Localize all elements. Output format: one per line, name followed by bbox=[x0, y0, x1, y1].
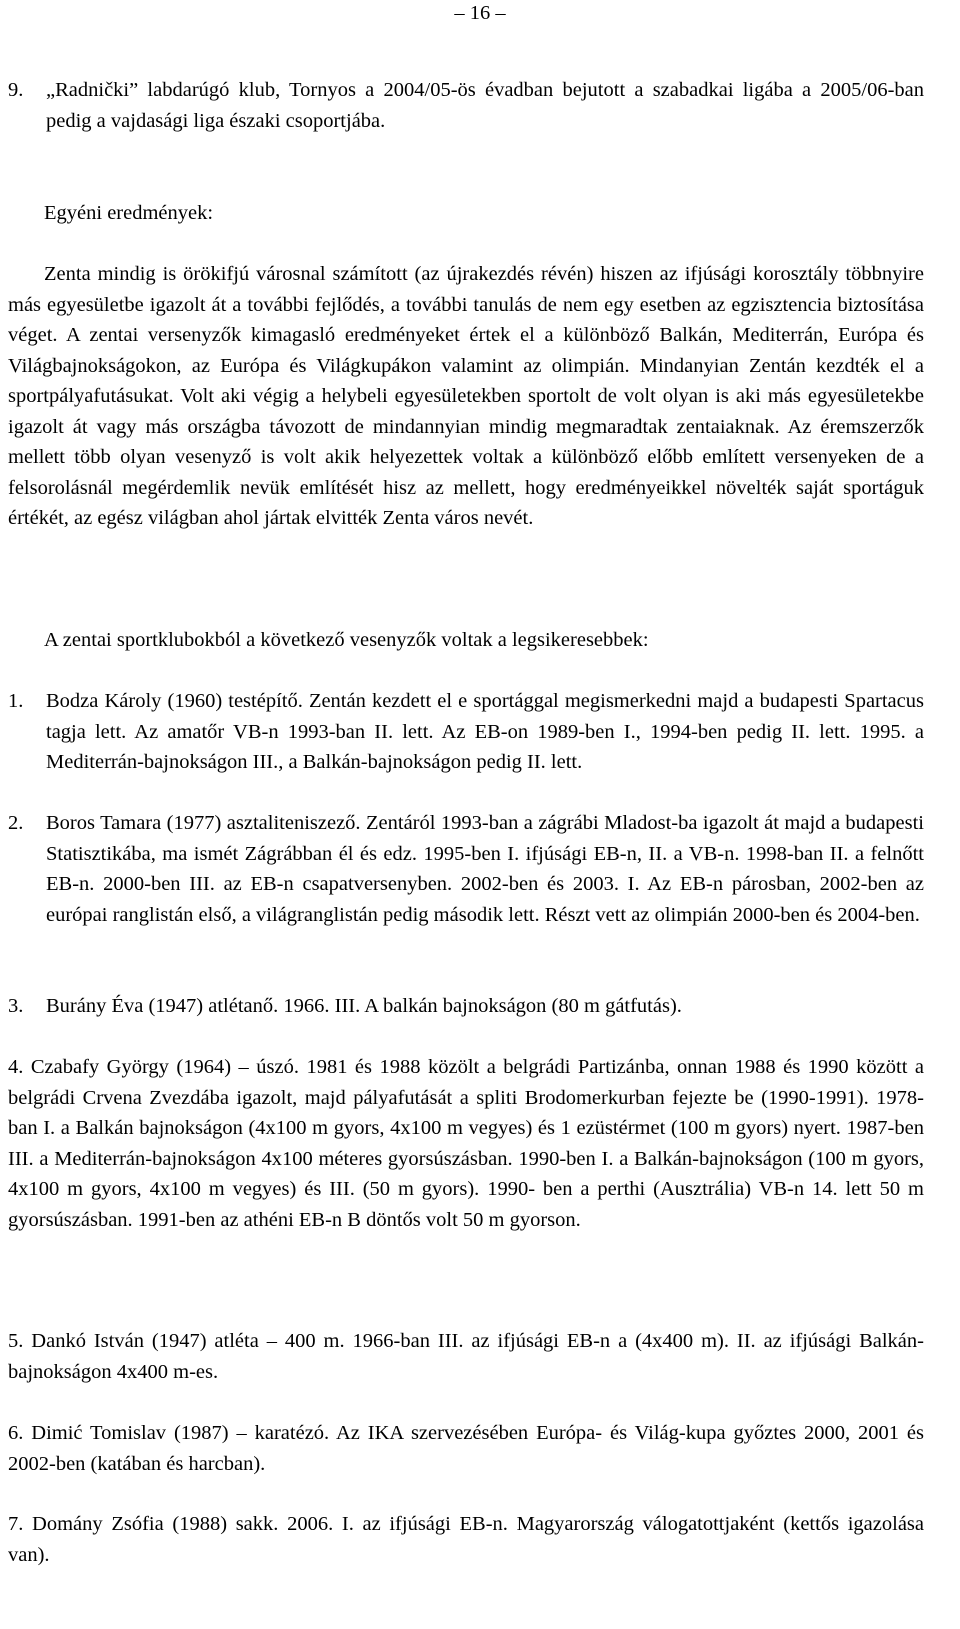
athlete-paragraph-6 bbox=[8, 1418, 924, 1479]
athlete-paragraph-4 bbox=[8, 1052, 924, 1235]
athlete-4-text: 4. Czabafy György (1964) – úszó. 1981 és 1988 közölt a belgrádi Partizánba, onnan 1988 és 1990 között a belgrádi Crvena Zvezdába igazolt, majd pályafutását a spliti Brodomerkurban fejezte be (1990-1991). 1978-ban I. a Balkán bajnokságon (4x100 m gyors, 4x100 m vegyes) és 1 ezüstérmet (100 m gyors) nyert. 1987-ben III. a Mediterrán-bajnokságon 4x100 méteres gyorsúszásban. 1990-ben I. a Balkán-bajnokságon (100 m gyors, 4x100 m gyors, 4x100 m vegyes) és III. (50 m gyors). 1990- ben a perthi (Ausztrália) VB-n 14. lett 50 m gyorsúszásban. 1991-ben az athéni EB-n B döntős volt 50 m gyorson. bbox=[8, 1056, 924, 1231]
section-heading-text: Egyéni eredmények: bbox=[44, 202, 214, 224]
section-heading bbox=[8, 198, 924, 229]
athlete-paragraph-7 bbox=[8, 1509, 924, 1570]
athlete-item-3 bbox=[8, 991, 924, 1022]
athlete-6-text: 6. Dimić Tomislav (1987) – karatézó. Az IKA szervezésében Európa- és Világ-kupa győztes 2000, 2001 és 2002-ben (katában és harcban). bbox=[8, 1422, 924, 1475]
athlete-1-number: 1. bbox=[8, 690, 24, 712]
athlete-1-text: Bodza Károly (1960) testépítő. Zentán kezdett el e sportággal megismerkedni majd a budapesti Spartacus tagja lett. Az amatőr VB-n 1993-ban II. lett. Az EB-on 1989-ben I., 1994-ben pedig II. lett. 1995. a Mediterrán-bajnokságon III., a Balkán-bajnokságon pedig II. lett. bbox=[46, 690, 924, 773]
item-9 bbox=[8, 75, 924, 136]
athlete-3-text: Burány Éva (1947) atlétanő. 1966. III. A balkán bajnokságon (80 m gátfutás). bbox=[46, 995, 682, 1017]
intro-paragraph-text: Zenta mindig is örökifjú városnal számított (az újrakezdés révén) hiszen az ifjúsági korosztály többnyire más egyesületbe igazolt át a további fejlődés, a további tanulás de nem egy esetben az egzisztencia biztosítása véget. A zentai versenyzők kimagasló eredményeket értek el a különböző Balkán, Mediterrán, Európa és Világbajnokságokon, az Európa és Világkupákon valamint az olimpián. Mindanyian Zentán kezdték el a sportpályafutásukat. Volt aki végig a helybeli egyesületekben sportolt de volt olyan is aki más egyesületekbe igazolt át vagy más országba távozott de mindannyian mindig megmaradtak zentaiaknak. Az éremszerzők mellett több olyan vesenyző is volt akik helyezettek voltak a különböző előbb említett versenyeken de a felsorolásnál megérdemlik nevük említését hisz az mellett, hogy eredményeikkel növelték saját sportáguk értékét, az egész világban ahol jártak elvitték Zenta város nevét. bbox=[8, 263, 924, 529]
athlete-item-1 bbox=[8, 686, 924, 778]
list-intro-text: A zentai sportklubokból a következő vesenyzők voltak a legsikeresebbek: bbox=[44, 629, 649, 651]
page-number: – 16 – bbox=[454, 2, 506, 24]
intro-paragraph bbox=[8, 259, 924, 534]
athlete-2-text: Boros Tamara (1977) asztaliteniszező. Zentáról 1993-ban a zágrábi Mladost-ba igazolt át majd a budapesti Statisztikába, ma ismét Zágrábban él és edz. 1995-ben I. ifjúsági EB-n, II. a VB-n. 1998-ban II. a felnőtt EB-n. 2000-ben III. az EB-n csapatversenyben. 2002-ben és 2003. I. Az EB-n párosban, 2002-ben az európai ranglistán első, a világranglistán pedig második lett. Részt vett az olimpián 2000-ben és 2004-ben. bbox=[46, 812, 924, 926]
athlete-item-2 bbox=[8, 808, 924, 930]
athlete-2-number: 2. bbox=[8, 812, 24, 834]
item-9-number: 9. bbox=[8, 79, 24, 101]
athlete-paragraph-5 bbox=[8, 1326, 924, 1387]
athlete-5-text: 5. Dankó István (1947) atléta – 400 m. 1966-ban III. az ifjúsági EB-n a (4x400 m). II. az ifjúsági Balkán-bajnokságon 4x400 m-es. bbox=[8, 1330, 924, 1383]
athlete-3-number: 3. bbox=[8, 995, 24, 1017]
item-9-text: „Radnički” labdarúgó klub, Tornyos a 2004/05-ös évadban bejutott a szabadkai ligába a 2005/06-ban pedig a vajdasági liga északi csoportjába. bbox=[46, 79, 924, 132]
athlete-7-text: 7. Domány Zsófia (1988) sakk. 2006. I. az ifjúsági EB-n. Magyarország válogatottjaként (kettős igazolása van). bbox=[8, 1513, 924, 1566]
list-intro bbox=[8, 625, 924, 656]
